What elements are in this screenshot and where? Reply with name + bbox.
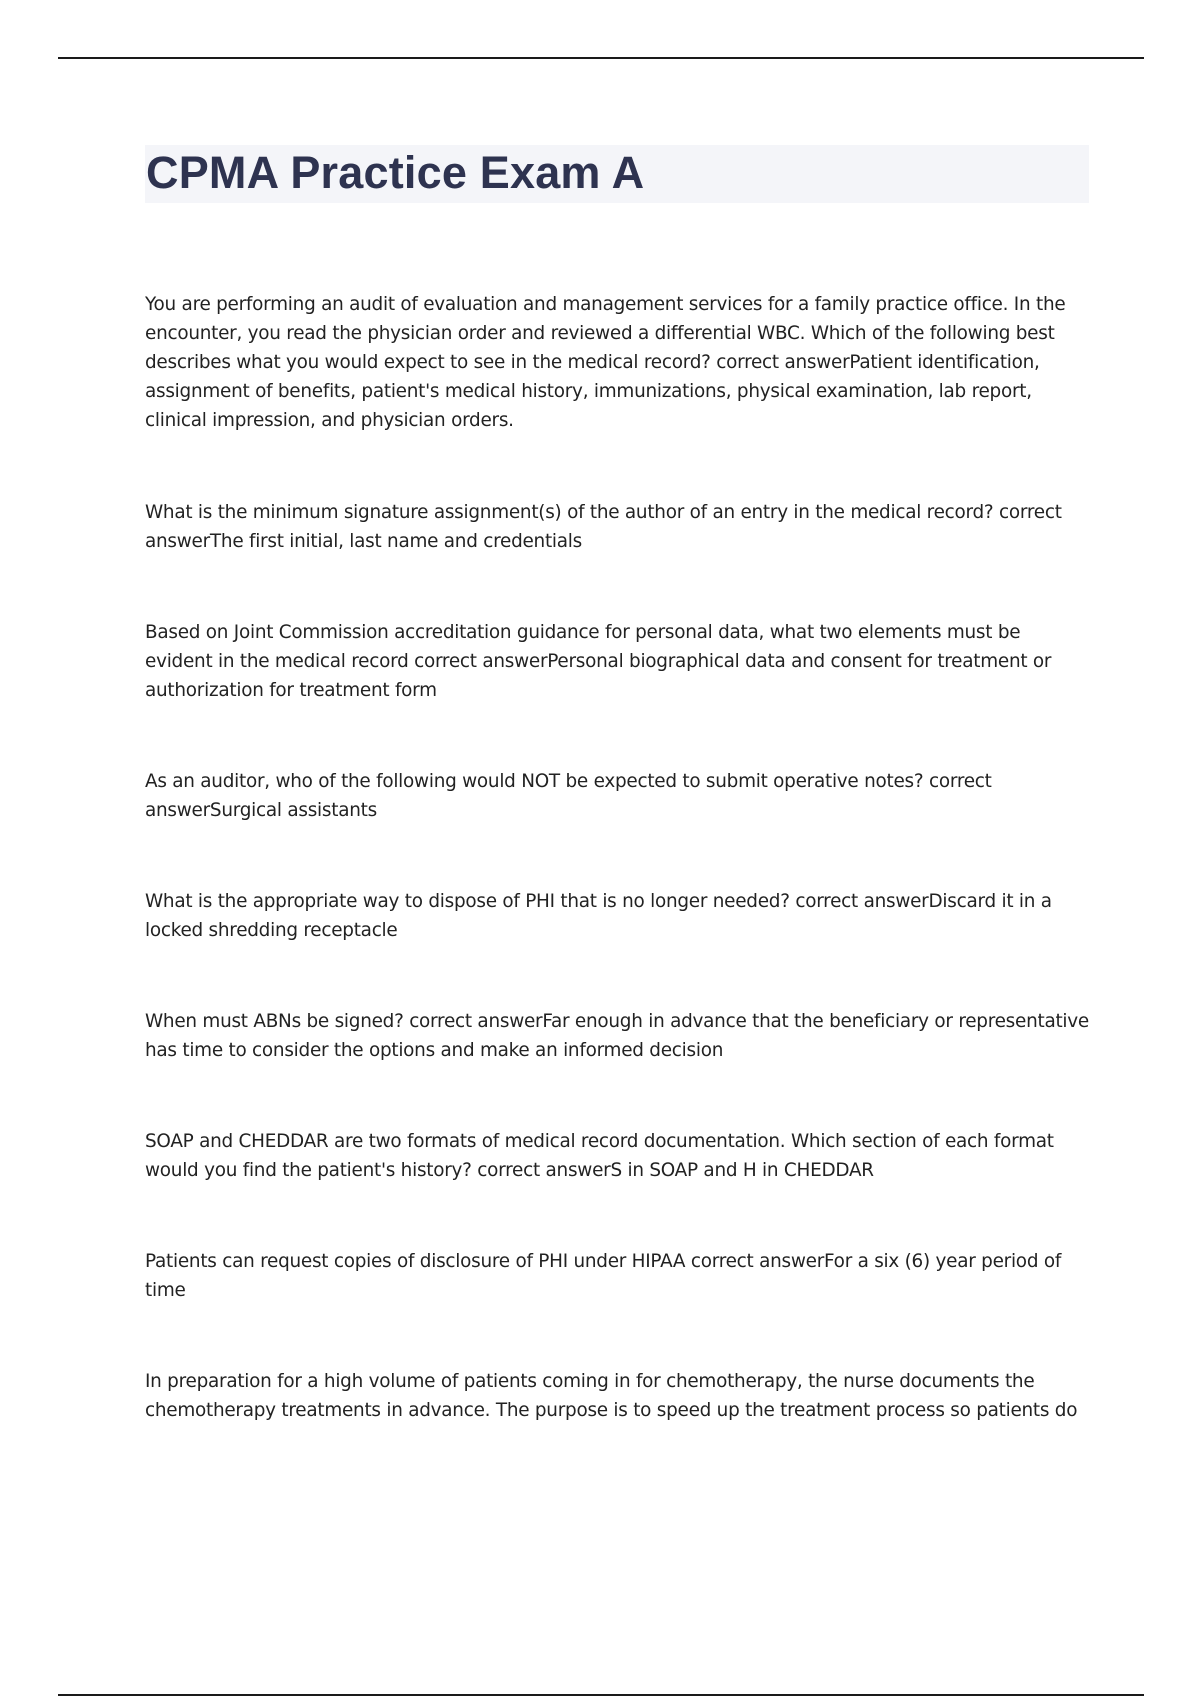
bottom-rule bbox=[58, 1694, 1144, 1696]
question-item: Based on Joint Commission accreditation guidance for personal data, what two elements must be evident in the medical record correct answerPersonal biographical data and consent for treatment or authorization for treatment form bbox=[145, 622, 1052, 701]
question-item: When must ABNs be signed? correct answerFar enough in advance that the beneficiary or representative has time to consider the options and make an informed decision bbox=[145, 1011, 1089, 1061]
question-item: As an auditor, who of the following would NOT be expected to submit operative notes? correct answerSurgical assistants bbox=[145, 771, 992, 821]
question-item: Patients can request copies of disclosure of PHI under HIPAA correct answerFor a six (6) year period of time bbox=[145, 1251, 1062, 1301]
question-item: What is the appropriate way to dispose of PHI that is no longer needed? correct answerDiscard it in a locked shredding receptacle bbox=[145, 891, 1052, 941]
page-title: CPMA Practice Exam A bbox=[146, 147, 645, 198]
question-item: SOAP and CHEDDAR are two formats of medical record documentation. Which section of each format would you find the patient's history? correct answerS in SOAP and H in CHEDDAR bbox=[145, 1131, 1054, 1181]
question-item: In preparation for a high volume of patients coming in for chemotherapy, the nurse documents the chemotherapy treatments in advance. The purpose is to speed up the treatment process so patients do bbox=[145, 1371, 1078, 1421]
top-rule bbox=[58, 57, 1144, 59]
question-item: You are performing an audit of evaluation and management services for a family practice office. In the encounter, you read the physician order and reviewed a differential WBC. Which of the following best describes what you would expect to see in the medical record? correct answerPatient identification, assignment of benefits, patient's medical history, immunizations, physical examination, lab report, clinical impression, and physician orders. bbox=[145, 294, 1066, 431]
question-item: What is the minimum signature assignment(s) of the author of an entry in the medical record? correct answerThe first initial, last name and credentials bbox=[145, 502, 1062, 552]
